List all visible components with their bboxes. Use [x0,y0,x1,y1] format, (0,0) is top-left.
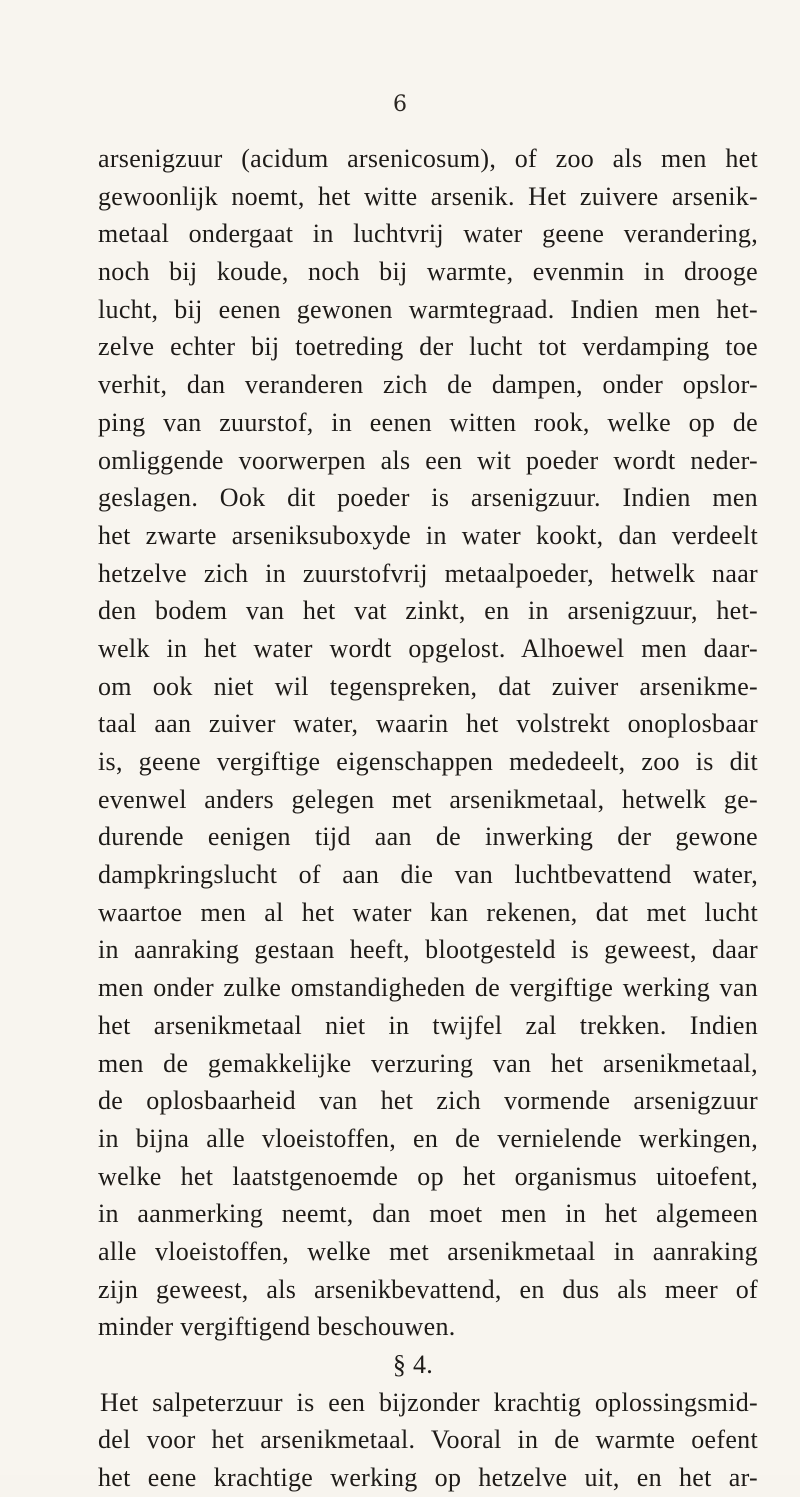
text-line: minder vergiftigend beschouwen. [98,1312,456,1342]
text-line: men onder zulke omstandigheden de vergiftige werking van [98,973,758,1003]
text-line: zelve echter bij toetreding der lucht tot verdamping toe [98,332,758,362]
text-line: ping van zuurstof, in eenen witten rook, welke op de [98,407,758,437]
section-heading: § 4. [392,1350,434,1379]
text-line: is, geene vergiftige eigenschappen mededeelt, zoo is dit [98,747,758,776]
text-line: den bodem van het vat zinkt, en in arsenigzuur, het- [98,596,758,626]
text-line: alle vloeistoffen, welke met arsenikmetaal in aanraking [98,1236,758,1266]
text-line: dampkringslucht of aan die van luchtbevattend water, [98,860,758,890]
text-line: zijn geweest, als arsenikbevattend, en dus als meer of [98,1274,758,1304]
text-line: het arsenikmetaal niet in twijfel zal trekken. Indien [98,1010,758,1040]
text-line: het eene krachtige werking op hetzelve uit, en het ar- [98,1463,758,1493]
text-line: verhit, dan veranderen zich de dampen, onder opslor- [98,370,758,400]
text-line: noch bij koude, noch bij warmte, evenmin in drooge [98,257,758,287]
text-line: het zwarte arseniksuboxyde in water kookt, dan verdeelt [98,520,758,550]
text-line: omliggende voorwerpen als een wit poeder wordt neder- [98,445,758,475]
body-text [98,140,758,1497]
text-line: in bijna alle vloeistoffen, en de vernielende werkingen, [98,1123,758,1153]
text-line: welke het laatstgenoemde op het organismus uitoefent, [98,1161,758,1191]
text-line: Het salpeterzuur is een bijzonder krachtig oplossingsmid- [100,1387,758,1417]
text-line: welk in het water wordt opgelost. Alhoewel men daar- [98,633,758,663]
page-number: 6 [393,92,407,117]
text-line: lucht, bij eenen gewonen warmtegraad. Indien men het- [98,294,758,324]
text-line: in aanraking gestaan heeft, blootgesteld is geweest, daar [98,935,758,965]
text-line: om ook niet wil tegenspreken, dat zuiver arsenikme- [98,671,758,701]
text-line: del voor het arsenikmetaal. Vooral in de warmte oefent [98,1425,758,1455]
text-line: taal aan zuiver water, waarin het volstrekt onoplosbaar [98,709,758,739]
text-line: arsenigzuur (acidum arsenicosum), of zoo als men het [98,144,758,173]
text-line: de oplosbaarheid van het zich vormende arsenigzuur [98,1086,758,1116]
text-line: men de gemakkelijke verzuring van het arsenikmetaal, [98,1048,758,1078]
text-line: waartoe men al het water kan rekenen, dat met lucht [98,897,758,927]
text-line: durende eenigen tijd aan de inwerking der gewone [98,822,758,852]
text-line: geslagen. Ook dit poeder is arsenigzuur. Indien men [98,483,758,513]
text-line: evenwel anders gelegen met arsenikmetaal, hetwelk ge- [98,784,758,814]
text-line: hetzelve zich in zuurstofvrij metaalpoeder, hetwelk naar [98,558,758,588]
text-line: metaal ondergaat in luchtvrij water geene verandering, [98,219,758,249]
text-line: in aanmerking neemt, dan moet men in het algemeen [98,1199,758,1229]
text-line: gewoonlijk noemt, het witte arsenik. Het zuivere arsenik- [98,181,758,211]
